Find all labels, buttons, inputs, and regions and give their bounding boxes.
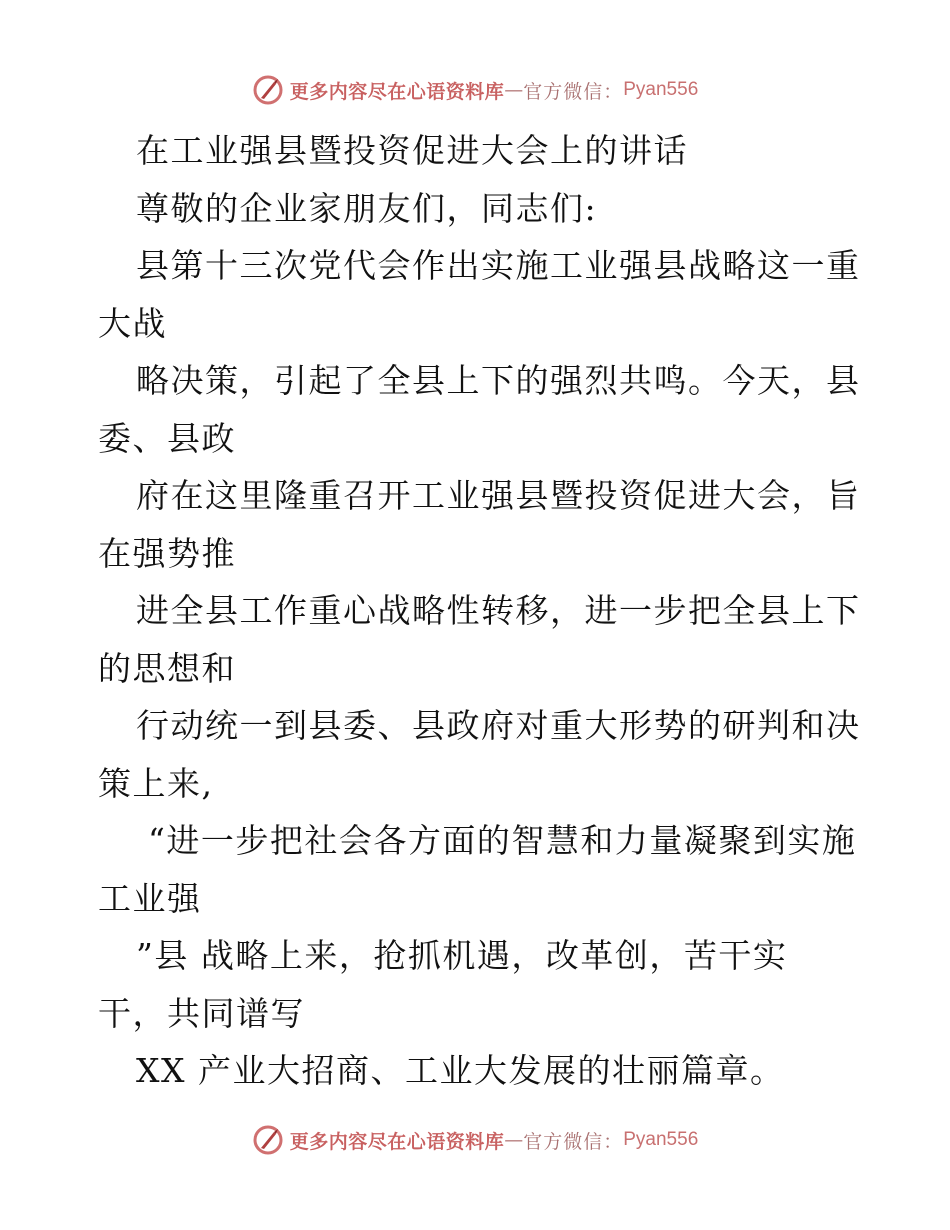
quill-logo-icon	[252, 1124, 284, 1156]
watermark-main-text: 更多内容尽在心语资料库	[289, 80, 505, 103]
text-line: 府在这里隆重召开工业强县暨投资促进大会，旨	[136, 476, 861, 515]
watermark-separator: —	[504, 1129, 524, 1151]
text-line: 进全县工作重心战略性转移，进一步把全县上下	[136, 591, 861, 630]
text-line: 大战	[98, 303, 167, 343]
text-line: “进一步把社会各方面的智慧和力量凝聚到实施	[136, 821, 857, 860]
watermark-main-text: 更多内容尽在心语资料库	[289, 1130, 505, 1153]
text-line: 工业强	[98, 878, 202, 918]
document-body	[98, 122, 861, 1100]
text-line: 的思想和	[98, 648, 236, 688]
footer-watermark	[0, 1120, 950, 1160]
watermark-wechat-label: 官方微信：	[523, 80, 624, 103]
text-line: 尊敬的企业家朋友们，同志们:	[136, 188, 598, 228]
text-line: 在工业强县暨投资促进大会上的讲话	[136, 131, 688, 170]
text-line: 在强势推	[98, 533, 236, 573]
watermark-wechat-id: Pyan556	[623, 79, 699, 100]
text-line: XX 产业大招商、工业大发展的壮丽篇章。	[136, 1051, 785, 1090]
text-line: 县第十三次党代会作出实施工业强县战略这一重	[136, 246, 861, 285]
watermark-wechat-label: 官方微信：	[523, 1130, 624, 1153]
text-line: 委、县政	[98, 418, 236, 458]
watermark-wechat-id: Pyan556	[623, 1129, 699, 1150]
watermark-separator: —	[504, 79, 524, 101]
text-line: 行动统一到县委、县政府对重大形势的研判和决	[136, 706, 861, 745]
text-line: 略决策，引起了全县上下的强烈共鸣。今天，县	[136, 361, 861, 400]
header-watermark	[0, 70, 950, 110]
quill-logo-icon	[252, 74, 284, 106]
text-line: ”县 战略上来，抢抓机遇，改革创，苦干实	[136, 936, 788, 975]
text-line: 干，共同谱写	[98, 993, 305, 1033]
text-line: 策上来,	[98, 763, 214, 803]
